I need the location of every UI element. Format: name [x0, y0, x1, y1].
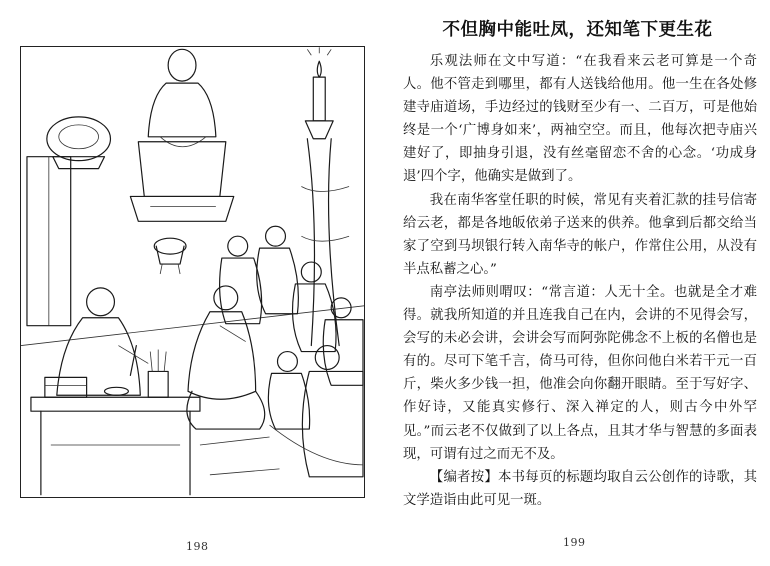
incense-burner: [154, 238, 186, 274]
right-page: [385, 0, 770, 566]
desk: [31, 350, 200, 495]
ornament-stone: [47, 117, 111, 169]
paragraph-2: 我在南华客堂任职的时候，常见有夹着汇款的挂号信寄给云老，都是各地皈依弟子送来的供养。他拿到后都交给当家了空到马坝银行转入南华寺的帐户，作常住公用，从没有半点私蓄之心。”: [403, 192, 757, 277]
illustration-drawing: [21, 47, 364, 497]
paragraph-1: 乐观法师在文中写道：“在我看来云老可算是一个奇人。他不管走到哪里，都有人送钱给他用。他一生在各处修建寺庙道场，手边经过的钱财至少有一、二百万，可是他始终是一个‘广博身如来’，两袖空空。而且，他每次把寺庙兴建好了，即抽身引退，没有丝毫留恋不舍的心念。‘功成身退’四个字，他确实是做到了。: [403, 54, 757, 185]
buddha-statue: [130, 49, 233, 221]
seated-monks: [220, 226, 363, 477]
monks-gathering-illustration: [20, 46, 365, 498]
central-monk: [187, 286, 265, 429]
page-number-right: 199: [563, 536, 586, 549]
editor-note: 【编者按】本书每页的标题均取自云公创作的诗歌，其文学造诣由此可见一斑。: [403, 469, 757, 508]
paragraph-3: 南亭法师则喟叹：“常言道：人无十全。也就是全才难得。就我所知道的并且连我自己在内，会讲的不见得会写，会写的未必会讲，会讲会写而阿弥陀佛念不上板的名僧也是有的。尽可下笔千言，倚马可待，但你问他白米若干元一百斤，柴火多少钱一担，他准会向你翻开眼睛。至于写好字、作好诗，又能真实修行、深入禅定的人，则古今中外罕见。”而云老不仅做到了以上各点，且其才华与智慧的多面表现，可谓有过之而无不及。: [403, 284, 757, 462]
article-body: [403, 50, 757, 512]
page-title: 不但胸中能吐凤，还知笔下更生花: [442, 20, 713, 40]
candle: [301, 47, 349, 345]
page-number-left: 198: [186, 540, 209, 553]
